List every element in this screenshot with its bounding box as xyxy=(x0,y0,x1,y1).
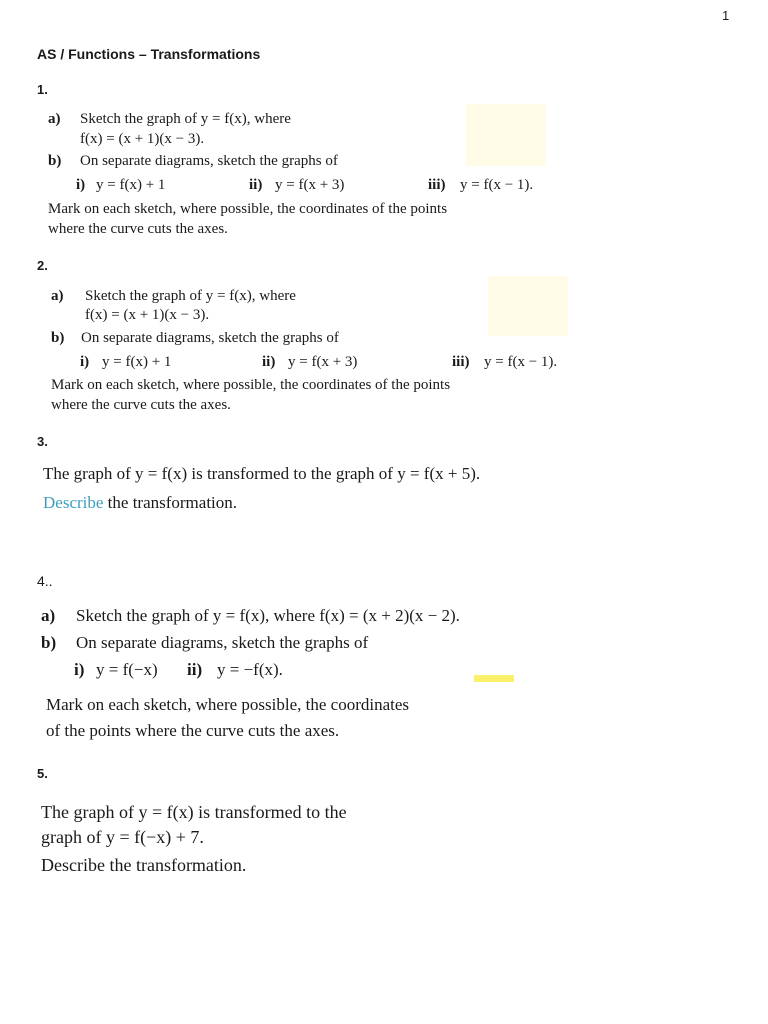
q1-sub-iii-label: iii) xyxy=(428,177,446,193)
q2-sub-iii-text: y = f(x − 1). xyxy=(484,354,558,370)
q1-sub-i-label: i) xyxy=(76,177,86,193)
q4-part-b-label: b) xyxy=(41,633,57,652)
q2-part-b-label: b) xyxy=(51,330,65,346)
worksheet-title: AS / Functions – Transformations xyxy=(37,46,261,62)
q2-mark-line2: where the curve cuts the axes. xyxy=(51,397,231,413)
q1-sub-ii-label: ii) xyxy=(249,177,263,193)
q1-mark-line2: where the curve cuts the axes. xyxy=(48,221,228,237)
q4-mark-line1: Mark on each sketch, where possible, the coordinates xyxy=(46,695,410,714)
q1-sub-i-text: y = f(x) + 1 xyxy=(96,177,166,193)
q1-part-b-label: b) xyxy=(48,153,62,169)
cropped-text-remnant xyxy=(44,523,154,531)
page-number: 1 xyxy=(722,8,730,23)
q4-sub-i-text: y = f(−x) xyxy=(96,660,158,679)
q5-line1: The graph of y = f(x) is transformed to the xyxy=(41,802,347,822)
q4-part-b-text: On separate diagrams, sketch the graphs of xyxy=(76,633,369,652)
q2-part-a-label: a) xyxy=(51,288,64,304)
q1-part-a-line1: Sketch the graph of y = f(x), where xyxy=(80,111,291,127)
q2-sub-i-text: y = f(x) + 1 xyxy=(102,354,172,370)
q2-sub-ii-text: y = f(x + 3) xyxy=(288,354,358,370)
q1-sub-iii-text: y = f(x − 1). xyxy=(460,177,534,193)
q1-part-a-line2: f(x) = (x + 1)(x − 3). xyxy=(80,131,205,147)
q2-part-b-text: On separate diagrams, sketch the graphs of xyxy=(81,330,339,346)
q1-part-b-text: On separate diagrams, sketch the graphs of xyxy=(80,153,338,169)
q3-describe-rest: the transformation. xyxy=(103,493,238,512)
q5-line3: Describe the transformation. xyxy=(41,855,247,875)
q1-part-a-label: a) xyxy=(48,111,61,127)
q4-sub-ii-label: ii) xyxy=(187,660,203,679)
yellow-highlight-mark xyxy=(474,675,514,682)
q3-line1: The graph of y = f(x) is transformed to the graph of y = f(x + 5). xyxy=(43,464,481,483)
q4-part-a-label: a) xyxy=(41,606,56,625)
q2-sub-iii-label: iii) xyxy=(452,354,470,370)
question-5-number: 5. xyxy=(37,766,48,781)
q5-line2: graph of y = f(−x) + 7. xyxy=(41,827,204,847)
q2-sub-ii-label: ii) xyxy=(262,354,276,370)
question-3-number: 3. xyxy=(37,434,48,449)
q1-sub-ii-text: y = f(x + 3) xyxy=(275,177,345,193)
q4-sub-i-label: i) xyxy=(74,660,85,679)
faint-image-remnant-2 xyxy=(488,276,568,336)
q4-sub-ii-text: y = −f(x). xyxy=(217,660,283,679)
question-2-number: 2. xyxy=(37,258,48,273)
q3-describe-word: Describe xyxy=(43,493,104,512)
faint-image-remnant-1 xyxy=(466,104,546,166)
q4-part-a-text: Sketch the graph of y = f(x), where f(x) = (x + 2)(x − 2). xyxy=(76,606,460,625)
q2-mark-line1: Mark on each sketch, where possible, the coordinates of the points xyxy=(51,377,451,393)
q2-part-a-line2: f(x) = (x + 1)(x − 3). xyxy=(85,307,210,323)
q2-part-a-line1: Sketch the graph of y = f(x), where xyxy=(85,288,296,304)
question-1-number: 1. xyxy=(37,82,48,97)
question-4-number: 4.. xyxy=(37,573,53,589)
q4-mark-line2: of the points where the curve cuts the axes. xyxy=(46,721,340,740)
q1-mark-line1: Mark on each sketch, where possible, the coordinates of the points xyxy=(48,201,448,217)
q2-sub-i-label: i) xyxy=(80,354,90,370)
